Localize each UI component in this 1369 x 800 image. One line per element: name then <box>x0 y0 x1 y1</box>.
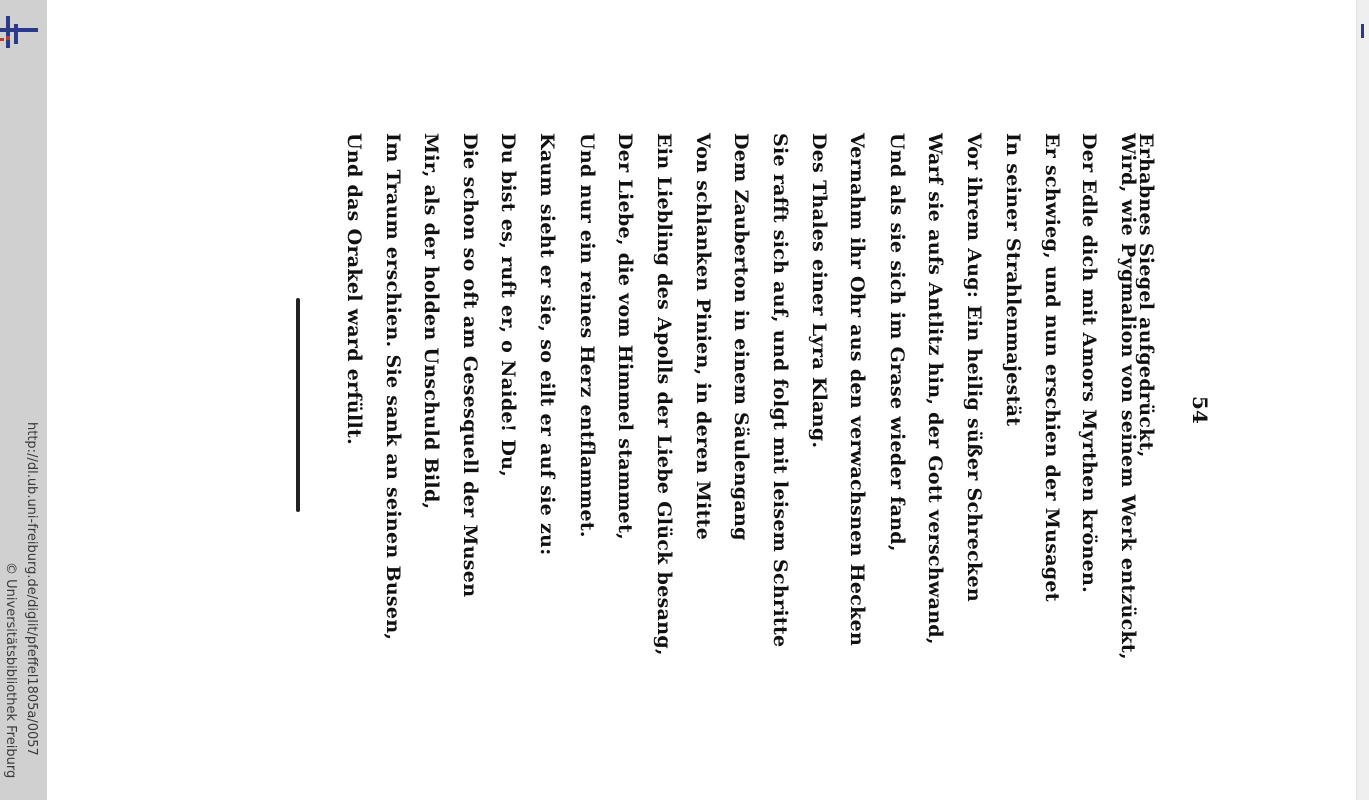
verse-line: Warf sie aufs Antlitz hin, der Gott verschwand, <box>924 133 946 645</box>
verse-line: Im Traum erschien. Sie sank an seinen Busen, <box>382 133 404 641</box>
end-divider-rule <box>296 298 300 512</box>
verse-line: Und als sie sich im Grase wieder fand, <box>886 133 908 552</box>
verse-line: Mir, als der holden Unschuld Bild, <box>420 133 442 510</box>
verse-line: Und das Orakel ward erfüllt. <box>343 133 365 446</box>
verse-line: Und nur ein reines Herz entflammet. <box>576 133 598 538</box>
scroll-thumb[interactable] <box>1361 24 1364 38</box>
verse-line: Du bist es, ruft er, o Naide! Du, <box>497 133 519 478</box>
verse-line: Der Liebe, die vom Himmel stammet, <box>614 133 636 541</box>
verse-line: Die schon so oft am Gesesquell der Musen <box>459 133 481 598</box>
verse-line: Dem Zauberton in einem Säulengang <box>730 133 752 541</box>
verse-line: Sie rafft sich auf, und folgt mit leisem Schritte <box>769 133 791 648</box>
verse-line: Erhabnes Siegel aufgedrückt, <box>1135 133 1157 458</box>
verse-line: Vor ihrem Aug: Ein heilig süßer Schrecken <box>963 133 985 602</box>
copyright-text: © Universitätsbibliothek Freiburg <box>3 562 18 779</box>
page-number: 54 <box>1188 396 1212 424</box>
verse-line: Ein Liebling des Apolls der Liebe Glück besang, <box>653 133 675 656</box>
verse-line: Des Thales einer Lyra Klang. <box>808 133 830 449</box>
verse-line: Er schwieg, und nun erschien der Musaget <box>1041 133 1063 602</box>
verse-line: Kaum sieht er sie, so eilt er auf sie zu: <box>536 133 558 556</box>
verse-line: Vernahm ihr Ohr aus den verwachsnen Hecken <box>846 133 868 647</box>
verse-line: Der Edle dich mit Amors Myrthen krönen. <box>1078 133 1100 593</box>
verse-line: Wird, wie Pygmalion von seinem Werk entzückt, <box>1117 133 1139 660</box>
vertical-scrollbar[interactable] <box>1356 0 1369 800</box>
verse-line: In seiner Strahlenmajestät <box>1002 133 1024 427</box>
source-url-text[interactable]: http://dl.ub.uni-freiburg.de/diglit/pfeffel1805a/0057 <box>24 422 39 756</box>
verse-line: Von schlanken Pinien, in deren Mitte <box>692 133 714 541</box>
